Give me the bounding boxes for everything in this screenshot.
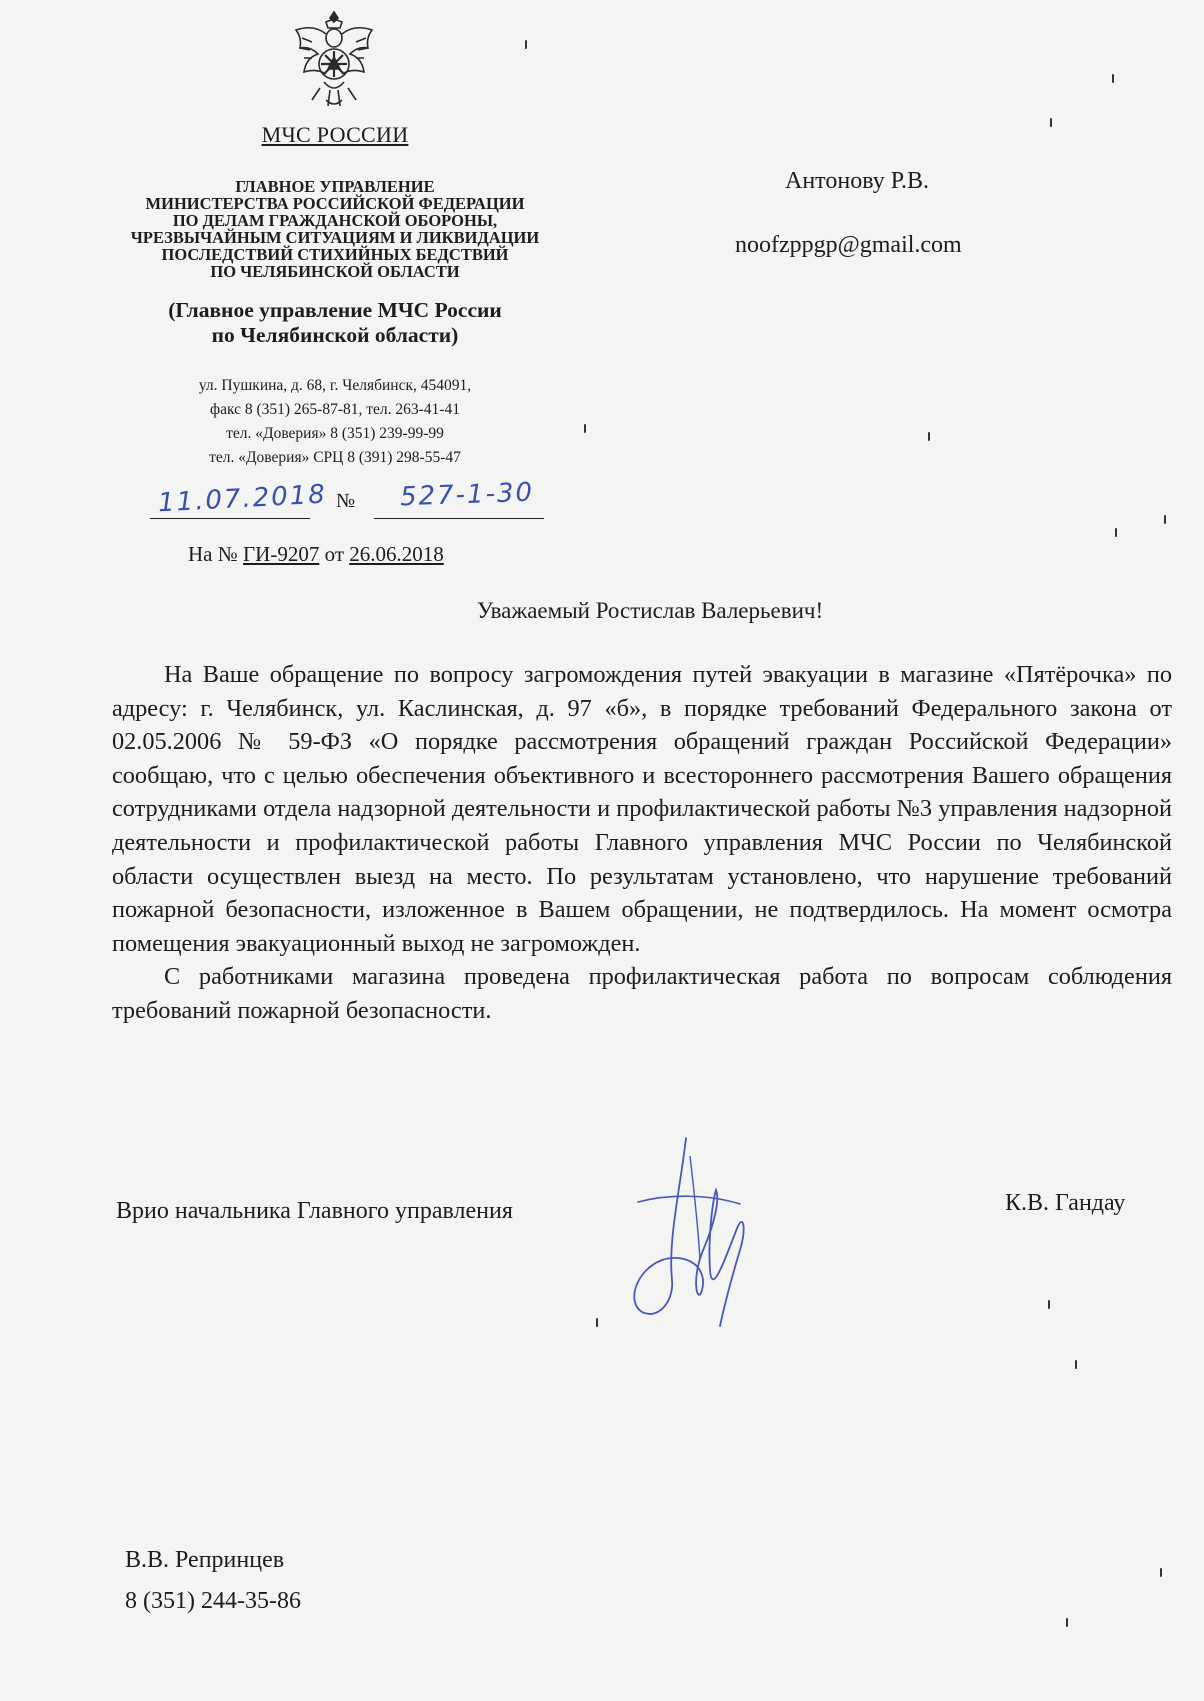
scan-speck (525, 40, 527, 49)
recipient-name: Антонову Р.В. (785, 168, 930, 194)
letter-body (112, 658, 1172, 1028)
scan-speck (928, 432, 930, 441)
scan-speck (1075, 1360, 1077, 1369)
org-abbr-line: по Челябинской области) (211, 323, 459, 347)
org-full-line: ПО ЧЕЛЯБИНСКОЙ ОБЛАСТИ (210, 262, 460, 281)
performer-info (125, 1540, 301, 1622)
org-short-name: МЧС РОССИИ (261, 122, 409, 147)
org-full-line: ПО ДЕЛАМ ГРАЖДАНСКОЙ ОБОРОНЫ, (172, 211, 498, 230)
org-contacts (150, 374, 520, 470)
signer-title: Врио начальника Главного управления (116, 1198, 513, 1224)
org-full-line: ПОСЛЕДСТВИЙ СТИХИЙНЫХ БЕДСТВИЙ (161, 245, 509, 264)
salutation: Уважаемый Ростислав Валерьевич! (476, 598, 824, 623)
reference-middle: от (324, 542, 344, 566)
emblem-icon (286, 8, 382, 116)
scan-speck (1066, 1618, 1068, 1627)
scan-speck (1112, 74, 1114, 83)
contact-line: факс 8 (351) 265-87-81, тел. 263-41-41 (210, 401, 460, 418)
reference-date: 26.06.2018 (349, 542, 444, 566)
number-sign: № (336, 490, 356, 512)
signature-icon (628, 1130, 778, 1335)
org-abbreviation (130, 298, 540, 348)
org-abbr-line: (Главное управление МЧС России (168, 298, 502, 322)
org-full-name (100, 178, 570, 280)
scan-speck (1164, 515, 1166, 524)
contact-line: ул. Пушкина, д. 68, г. Челябинск, 454091, (198, 377, 472, 394)
scan-speck (596, 1318, 598, 1327)
org-full-line: МИНИСТЕРСТВА РОССИЙСКОЙ ФЕДЕРАЦИИ (145, 194, 525, 213)
body-paragraph: С работниками магазина проведена профилактическая работа по вопросам соблюдения требований пожарной безопасности. (112, 963, 1172, 1024)
scan-speck (1160, 1568, 1162, 1577)
contact-line: тел. «Доверия» СРЦ 8 (391) 298-55-47 (209, 449, 461, 466)
registration-line (150, 478, 570, 528)
scan-speck (1115, 528, 1117, 537)
number-underline (374, 518, 544, 519)
recipient-email: noofzppgp@gmail.com (735, 232, 962, 258)
handwritten-date: 11.07.2018 (157, 479, 328, 519)
contact-line: тел. «Доверия» 8 (351) 239-99-99 (226, 425, 444, 442)
signer-name: К.В. Гандау (1005, 1190, 1126, 1216)
org-full-line: ЧРЕЗВЫЧАЙНЫМ СИТУАЦИЯМ И ЛИКВИДАЦИИ (130, 228, 540, 247)
reference-number: ГИ-9207 (243, 542, 320, 566)
handwritten-number: 527-1-30 (399, 477, 535, 513)
org-full-line: ГЛАВНОЕ УПРАВЛЕНИЕ (235, 177, 435, 196)
performer-name: В.В. Репринцев (125, 1547, 285, 1573)
scan-speck (1050, 118, 1052, 127)
scan-speck (1048, 1300, 1050, 1309)
reference-line (188, 542, 444, 567)
body-paragraph: На Ваше обращение по вопросу загромождения путей эвакуации в магазине «Пятёрочка» по адресу: г. Челябинск, ул. Каслинская, д. 97 «б», в порядке требований Федерального закона от 02.05.2006 № 59-ФЗ «О порядке рассмотрения обращений граждан Российской Федерации» сообщаю, что с целью обеспечения объективного и всестороннего рассмотрения Вашего обращения сотрудниками отдела надзорной деятельности и профилактической работы №3 управления надзорной деятельности и профилактической работы Главного управления МЧС России по Челябинской области осуществлен выезд на место. По результатам установлено, что нарушение требований пожарной безопасности, изложенное в Вашем обращении, не подтвердилось. На момент осмотра помещения эвакуационный выход не загроможден. (112, 661, 1172, 957)
performer-phone: 8 (351) 244-35-86 (125, 1588, 301, 1614)
reference-prefix: На № (188, 542, 238, 566)
date-underline (150, 518, 310, 519)
scan-speck (584, 424, 586, 433)
